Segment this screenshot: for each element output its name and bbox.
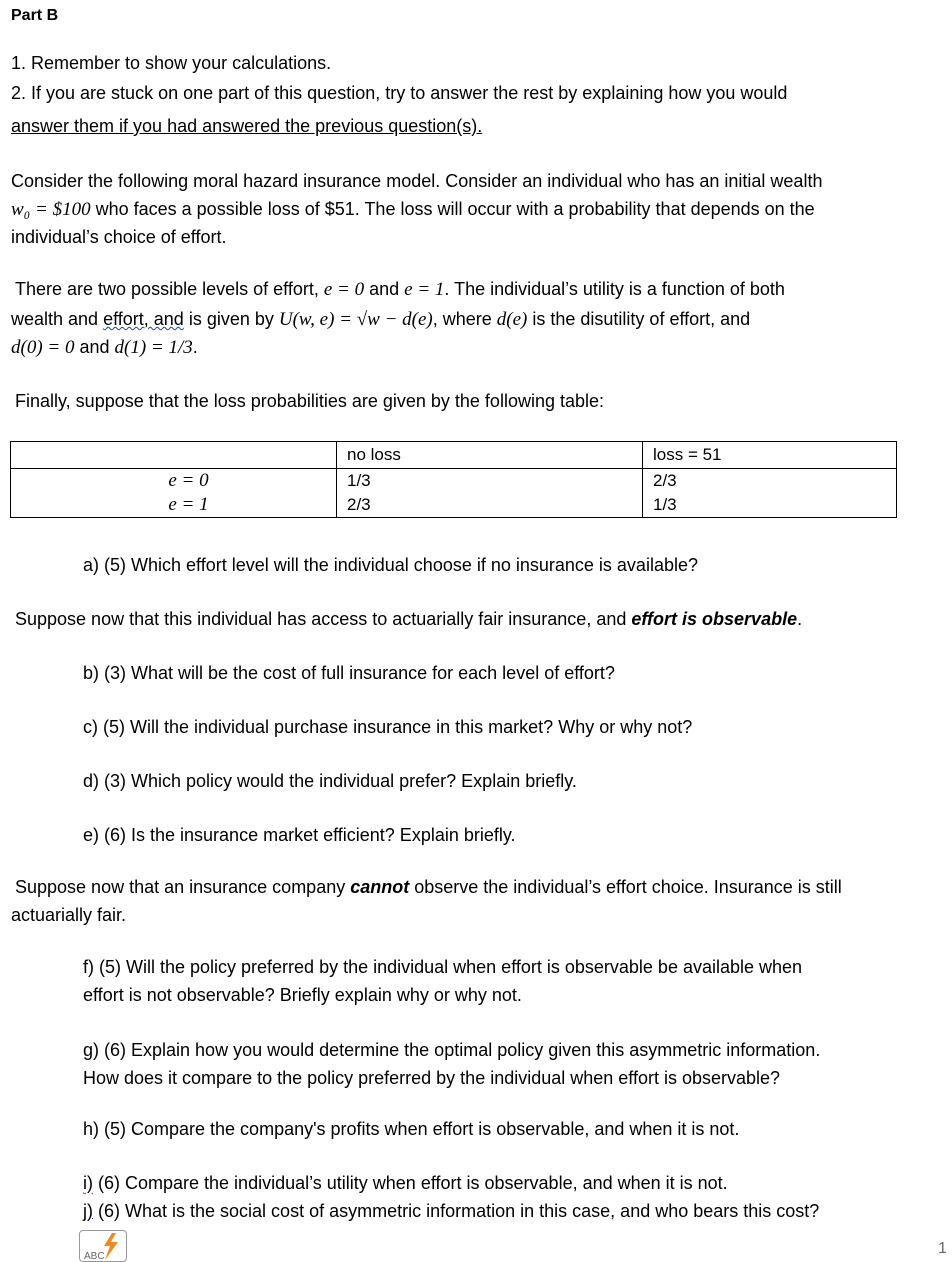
effort-text: is the disutility of effort, and <box>527 309 751 329</box>
grammar-flagged-text: effort, and <box>103 309 184 329</box>
effort-text: and <box>74 337 115 357</box>
table-cell-effort: e = 1 <box>11 493 337 518</box>
question-i-label: i) <box>83 1173 93 1193</box>
effort-text: , where <box>432 309 497 329</box>
effort-text: is given by <box>183 309 279 329</box>
intro-line-2 <box>11 198 815 221</box>
autocorrect-icon <box>79 1230 127 1262</box>
effort-text: and <box>364 279 405 299</box>
observable-emphasis: effort is observable <box>631 609 798 629</box>
effort-line-2 <box>11 308 750 331</box>
table-header-cell <box>11 442 337 469</box>
unobservable-intro-text: observe the individual’s effort choice. Insurance is still <box>409 877 842 897</box>
table-cell: 1/3 <box>643 493 897 518</box>
effort-line-1 <box>15 278 785 301</box>
table-header-row <box>11 442 897 469</box>
question-a: a) (5) Which effort level will the individual choose if no insurance is available? <box>83 555 698 575</box>
unobservable-emphasis: cannot <box>350 877 410 897</box>
autocorrect-label: ABC <box>84 1251 105 1262</box>
question-j-label: j) <box>83 1201 93 1221</box>
intro-line-3: individual’s choice of effort. <box>11 227 227 247</box>
effort-text: . <box>192 337 198 357</box>
table-header-cell: no loss <box>337 442 643 469</box>
question-c: c) (5) Will the individual purchase insurance in this market? Why or why not? <box>83 717 693 737</box>
observable-intro-text: Suppose now that this individual has access to actuarially fair insurance, and <box>15 609 632 629</box>
effort-line-3 <box>11 336 198 359</box>
table-row <box>11 493 897 518</box>
loss-probability-table <box>10 441 897 518</box>
part-title: Part B <box>11 7 59 24</box>
effort-text: wealth and <box>11 309 104 329</box>
table-cell: 1/3 <box>337 469 643 494</box>
effort-zero-math: e = 0 <box>323 279 365 300</box>
question-g-line-1: g) (6) Explain how you would determine the optimal policy given this asymmetric information. <box>83 1040 821 1060</box>
question-f-line-1: f) (5) Will the policy preferred by the individual when effort is observable be available when <box>83 957 803 977</box>
table-cell: 2/3 <box>643 469 897 494</box>
question-j <box>83 1200 819 1222</box>
utility-function-math: U(w, e) = √w − d(e) <box>278 309 433 330</box>
question-j-text: (6) What is the social cost of asymmetric information in this case, and who bears this cost? <box>93 1201 820 1221</box>
disutility-math: d(e) <box>496 309 528 330</box>
instruction-1: 1. Remember to show your calculations. <box>11 53 332 73</box>
disutility-zero-math: d(0) = 0 <box>11 337 75 358</box>
effort-text: There are two possible levels of effort, <box>15 279 324 299</box>
question-f-line-2: effort is not observable? Briefly explain why or why not. <box>83 985 522 1005</box>
question-g-line-2: How does it compare to the policy preferred by the individual when effort is observable? <box>83 1068 781 1088</box>
question-i <box>83 1172 728 1194</box>
instruction-2-line-2: answer them if you had answered the previous question(s). <box>11 116 483 136</box>
table-cell: 2/3 <box>337 493 643 518</box>
question-b: b) (3) What will be the cost of full insurance for each level of effort? <box>83 663 615 683</box>
table-intro: Finally, suppose that the loss probabilities are given by the following table: <box>15 391 605 411</box>
unobservable-intro-line-2: actuarially fair. <box>11 905 127 925</box>
intro-line-1: Consider the following moral hazard insurance model. Consider an individual who has an initial wealth <box>11 171 823 191</box>
unobservable-intro-text: Suppose now that an insurance company <box>15 877 351 897</box>
disutility-one-math: d(1) = 1/3 <box>114 337 193 358</box>
effort-text: . The individual’s utility is a function of both <box>444 279 785 299</box>
question-e: e) (6) Is the insurance market efficient? Explain briefly. <box>83 825 516 845</box>
observable-intro-text: . <box>797 609 803 629</box>
effort-one-math: e = 1 <box>404 279 445 300</box>
question-h: h) (5) Compare the company's profits when effort is observable, and when it is not. <box>83 1119 740 1139</box>
table-header-cell: loss = 51 <box>643 442 897 469</box>
table-row <box>11 469 897 494</box>
table-cell-effort: e = 0 <box>11 469 337 494</box>
initial-wealth-math: w₀ = $100 <box>11 199 91 220</box>
question-d: d) (3) Which policy would the individual prefer? Explain briefly. <box>83 771 577 791</box>
unobservable-intro-line-1 <box>15 876 842 898</box>
page-number: 1 <box>938 1240 947 1257</box>
observable-intro <box>15 608 802 630</box>
instruction-2-line-1: 2. If you are stuck on one part of this question, try to answer the rest by explaining how you would <box>11 83 788 103</box>
question-i-text: (6) Compare the individual’s utility when effort is observable, and when it is not. <box>93 1173 728 1193</box>
intro-line-2-text: who faces a possible loss of $51. The loss will occur with a probability that depends on the <box>90 199 815 219</box>
